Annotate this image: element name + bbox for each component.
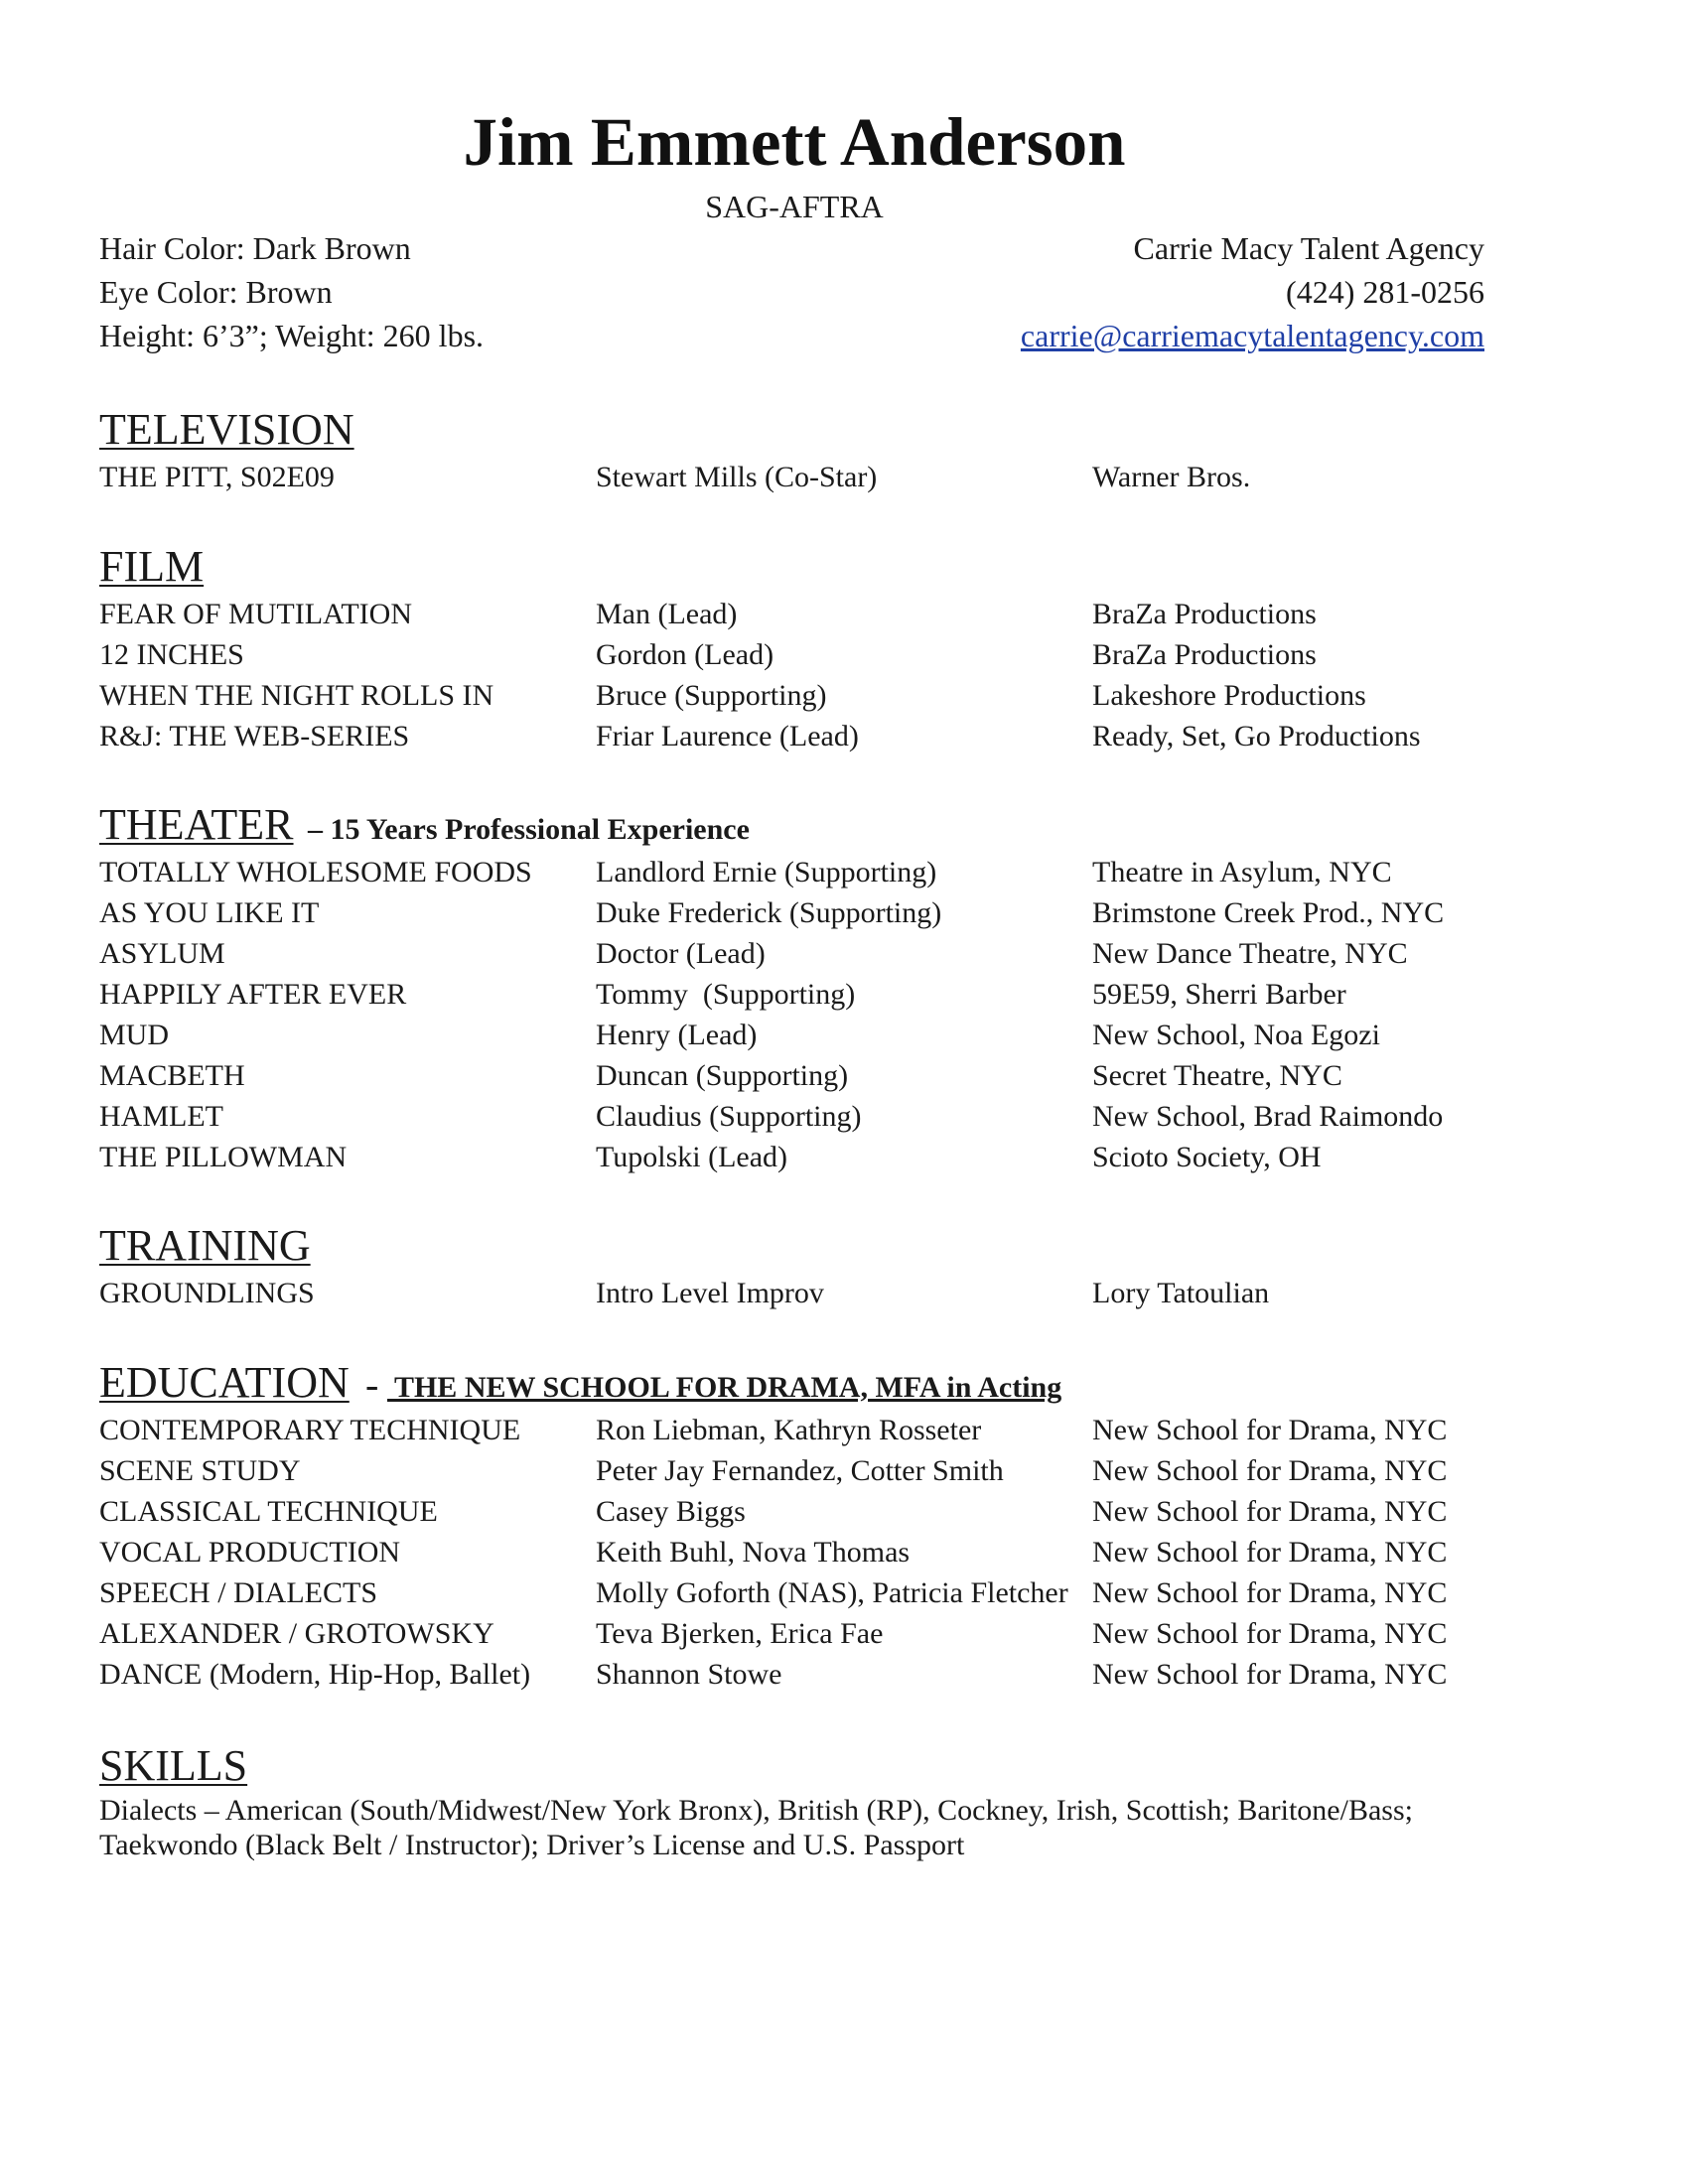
education-section xyxy=(99,1356,1489,1695)
course-name: CLASSICAL TECHNIQUE xyxy=(99,1495,438,1528)
credit-company: BraZa Productions xyxy=(1092,598,1317,630)
credit-role: Bruce (Supporting) xyxy=(596,679,827,712)
course-teachers: Casey Biggs xyxy=(596,1495,746,1528)
credit-company: New Dance Theatre, NYC xyxy=(1092,937,1408,970)
credit-company: New School, Noa Egozi xyxy=(1092,1019,1380,1051)
credit-role: Tupolski (Lead) xyxy=(596,1141,788,1173)
skills-line-1: Dialects – American (South/Midwest/New York Bronx), British (RP), Cockney, Irish, Scottish; Baritone/Bass; xyxy=(99,1794,1413,1827)
actor-name: Jim Emmett Anderson xyxy=(463,104,1126,180)
film-section xyxy=(99,540,1489,756)
table-row xyxy=(99,675,1489,716)
credit-title: TOTALLY WHOLESOME FOODS xyxy=(99,856,532,888)
credit-role: Doctor (Lead) xyxy=(596,937,766,970)
physical-stats xyxy=(99,226,484,357)
credit-role: Friar Laurence (Lead) xyxy=(596,720,859,752)
credit-title: HAPPILY AFTER EVER xyxy=(99,978,407,1011)
agency-name: Carrie Macy Talent Agency xyxy=(1133,230,1484,266)
training-instructor: Lory Tatoulian xyxy=(1092,1277,1270,1309)
credit-title: THE PITT, S02E09 xyxy=(99,461,335,493)
credit-role: Tommy (Supporting) xyxy=(596,978,856,1011)
course-name: SCENE STUDY xyxy=(99,1454,301,1487)
table-row xyxy=(99,634,1489,675)
skills-section xyxy=(99,1739,1489,1862)
credit-company: Theatre in Asylum, NYC xyxy=(1092,856,1392,888)
credit-company: Warner Bros. xyxy=(1092,461,1251,493)
training-course: Intro Level Improv xyxy=(596,1277,824,1309)
skills-heading: SKILLS xyxy=(99,1741,248,1790)
course-school: New School for Drama, NYC xyxy=(1092,1658,1448,1691)
course-school: New School for Drama, NYC xyxy=(1092,1576,1448,1609)
education-heading: EDUCATION xyxy=(99,1358,350,1407)
table-row xyxy=(99,457,1489,497)
table-row xyxy=(99,1532,1489,1572)
course-teachers: Molly Goforth (NAS), Patricia Fletcher xyxy=(596,1576,1068,1609)
credit-company: Secret Theatre, NYC xyxy=(1092,1059,1342,1092)
credit-company: BraZa Productions xyxy=(1092,638,1317,671)
course-name: VOCAL PRODUCTION xyxy=(99,1536,401,1569)
credit-role: Landlord Ernie (Supporting) xyxy=(596,856,937,888)
course-school: New School for Drama, NYC xyxy=(1092,1454,1448,1487)
theater-experience-note: – 15 Years Professional Experience xyxy=(308,813,750,846)
course-teachers: Ron Liebman, Kathryn Rosseter xyxy=(596,1414,982,1446)
table-row xyxy=(99,1015,1489,1055)
education-dash: - xyxy=(355,1362,379,1407)
table-row xyxy=(99,1654,1489,1695)
course-teachers: Keith Buhl, Nova Thomas xyxy=(596,1536,911,1569)
education-school-note: THE NEW SCHOOL FOR DRAMA, MFA in Acting xyxy=(387,1371,1062,1404)
credit-role: Duke Frederick (Supporting) xyxy=(596,896,942,929)
course-teachers: Teva Bjerken, Erica Fae xyxy=(596,1617,884,1650)
training-heading: TRAINING xyxy=(99,1221,311,1270)
credit-title: THE PILLOWMAN xyxy=(99,1141,348,1173)
table-row xyxy=(99,933,1489,974)
course-school: New School for Drama, NYC xyxy=(1092,1617,1448,1650)
agency-contact xyxy=(1021,226,1484,357)
credit-role: Man (Lead) xyxy=(596,598,738,630)
credit-role: Stewart Mills (Co-Star) xyxy=(596,461,878,493)
credit-company: Scioto Society, OH xyxy=(1092,1141,1322,1173)
credit-company: New School, Brad Raimondo xyxy=(1092,1100,1444,1133)
table-row xyxy=(99,594,1489,634)
credit-title: HAMLET xyxy=(99,1100,223,1133)
film-heading: FILM xyxy=(99,542,205,591)
credit-title: AS YOU LIKE IT xyxy=(99,896,320,929)
credit-company: 59E59, Sherri Barber xyxy=(1092,978,1346,1011)
table-row xyxy=(99,1572,1489,1613)
course-name: CONTEMPORARY TECHNIQUE xyxy=(99,1414,521,1446)
credit-title: ASYLUM xyxy=(99,937,225,970)
credit-role: Henry (Lead) xyxy=(596,1019,758,1051)
hair-color: Hair Color: Dark Brown xyxy=(99,230,411,266)
table-row xyxy=(99,892,1489,933)
credit-title: R&J: THE WEB-SERIES xyxy=(99,720,410,752)
table-row xyxy=(99,1410,1489,1450)
course-teachers: Peter Jay Fernandez, Cotter Smith xyxy=(596,1454,1004,1487)
table-row xyxy=(99,1096,1489,1137)
table-row xyxy=(99,1137,1489,1177)
theater-section xyxy=(99,798,1489,1177)
union-affiliation: SAG-AFTRA xyxy=(705,189,884,224)
credit-company: Lakeshore Productions xyxy=(1092,679,1366,712)
credit-company: Ready, Set, Go Productions xyxy=(1092,720,1421,752)
table-row xyxy=(99,1491,1489,1532)
credit-role: Gordon (Lead) xyxy=(596,638,774,671)
course-name: SPEECH / DIALECTS xyxy=(99,1576,378,1609)
credit-title: FEAR OF MUTILATION xyxy=(99,598,412,630)
television-section xyxy=(99,403,1489,497)
course-teachers: Shannon Stowe xyxy=(596,1658,782,1691)
agency-phone: (424) 281-0256 xyxy=(1286,274,1484,310)
training-section xyxy=(99,1219,1489,1313)
eye-color: Eye Color: Brown xyxy=(99,274,333,310)
credit-role: Claudius (Supporting) xyxy=(596,1100,862,1133)
course-school: New School for Drama, NYC xyxy=(1092,1536,1448,1569)
credit-title: MACBETH xyxy=(99,1059,245,1092)
credit-company: Brimstone Creek Prod., NYC xyxy=(1092,896,1445,929)
theater-heading: THEATER xyxy=(99,800,294,849)
course-school: New School for Drama, NYC xyxy=(1092,1414,1448,1446)
table-row xyxy=(99,974,1489,1015)
skills-line-2: Taekwondo (Black Belt / Instructor); Driver’s License and U.S. Passport xyxy=(99,1829,965,1861)
table-row xyxy=(99,1273,1489,1313)
credit-role: Duncan (Supporting) xyxy=(596,1059,849,1092)
credit-title: 12 INCHES xyxy=(99,638,244,671)
table-row xyxy=(99,1613,1489,1654)
table-row xyxy=(99,1450,1489,1491)
table-row xyxy=(99,1055,1489,1096)
height-weight: Height: 6’3”; Weight: 260 lbs. xyxy=(99,318,485,353)
training-program: GROUNDLINGS xyxy=(99,1277,315,1309)
television-heading: TELEVISION xyxy=(99,405,354,454)
course-name: DANCE (Modern, Hip-Hop, Ballet) xyxy=(99,1658,531,1691)
table-row xyxy=(99,852,1489,892)
table-row xyxy=(99,716,1489,756)
credit-title: MUD xyxy=(99,1019,170,1051)
course-school: New School for Drama, NYC xyxy=(1092,1495,1448,1528)
agency-email-link[interactable]: carrie@carriemacytalentagency.com xyxy=(1020,318,1484,353)
credit-title: WHEN THE NIGHT ROLLS IN xyxy=(99,679,494,712)
course-name: ALEXANDER / GROTOWSKY xyxy=(99,1617,494,1650)
